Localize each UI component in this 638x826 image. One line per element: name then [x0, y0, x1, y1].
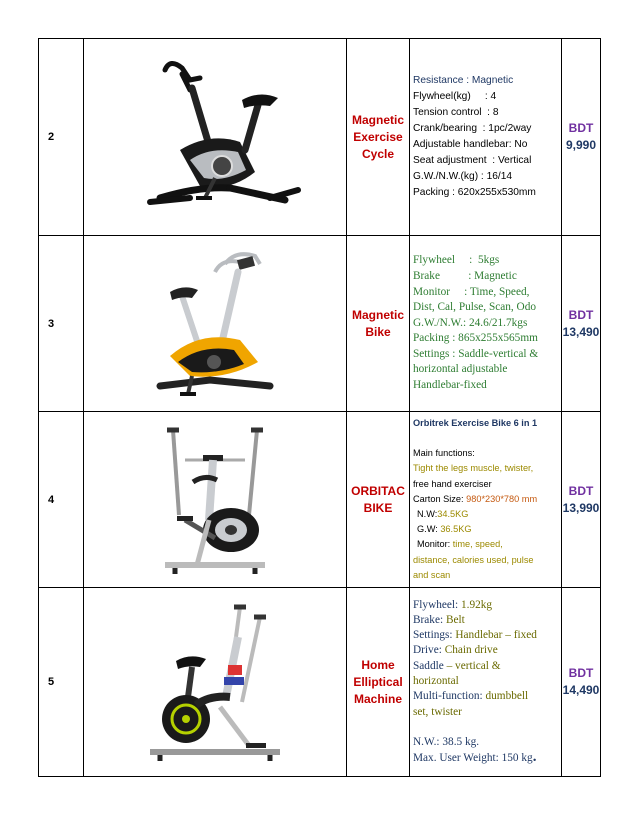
- spec-line: Monitor : Time, Speed,: [413, 285, 530, 298]
- price-currency: BDT: [568, 666, 594, 681]
- spec-value: dumbbell: [485, 690, 529, 703]
- product-name-line: Machine: [353, 691, 402, 706]
- spec-label: G.W:: [417, 524, 441, 535]
- spec-value: and scan: [413, 569, 451, 580]
- spec-line: G.W./N.W.(kg) : 16/14: [413, 171, 513, 182]
- exercise-bike-image: [84, 39, 347, 236]
- spec-cell: [410, 236, 562, 412]
- spec-list: [413, 598, 557, 767]
- spec-list: [413, 253, 557, 393]
- table-row: [39, 412, 601, 588]
- spec-label: Multi-function:: [413, 690, 486, 703]
- spec-line: Brake : Magnetic: [413, 269, 517, 282]
- spec-value: distance, calories used, pulse: [413, 554, 534, 565]
- row-number: 4: [39, 412, 84, 588]
- product-name-line: BIKE: [363, 500, 393, 515]
- spec-line: [413, 643, 557, 658]
- spec-value: Chain drive: [444, 644, 498, 657]
- spec-value: Belt: [445, 613, 465, 626]
- price-cell: [562, 588, 601, 777]
- price-currency: BDT: [568, 307, 594, 322]
- spec-value: – vertical &: [446, 659, 501, 672]
- spec-value: .: [532, 749, 537, 766]
- row-number: 3: [39, 236, 84, 412]
- exercise-bike-icon: [120, 50, 310, 225]
- spec-line: [413, 659, 557, 674]
- spec-line: Packing : 865x255x565mm: [413, 332, 538, 345]
- spec-line: Seat adjustment : Vertical: [413, 155, 532, 166]
- spec-line: Flywheel : 5kgs: [413, 254, 500, 267]
- spec-value: Handlebar – fixed: [455, 629, 537, 642]
- magnetic-bike-icon: [130, 244, 300, 404]
- price-currency: BDT: [568, 121, 594, 135]
- spec-line: N.W.: 38.5 kg.: [413, 735, 480, 748]
- table-row: [39, 236, 601, 412]
- product-name-line: Cycle: [361, 146, 395, 161]
- spec-line: [413, 598, 557, 613]
- spec-value: set, twister: [413, 705, 462, 718]
- spec-label: Max. User Weight: 150 kg: [413, 752, 533, 765]
- spec-line: Packing : 620x255x530mm: [413, 187, 536, 198]
- spec-value: Tight the legs muscle, twister,: [413, 463, 534, 474]
- spec-label: Saddle: [413, 659, 447, 672]
- elliptical-machine-image: [84, 588, 347, 777]
- product-table: [38, 38, 601, 777]
- spec-value: free hand exerciser: [413, 478, 492, 489]
- product-name-line: Magnetic: [351, 307, 404, 322]
- spec-line: [413, 522, 557, 537]
- spec-line: Flywheel(kg) : 4: [413, 91, 497, 102]
- product-name: [347, 236, 410, 412]
- spec-line: [413, 628, 557, 643]
- price-currency: BDT: [568, 483, 594, 498]
- spec-line: [413, 689, 557, 704]
- spec-line: [413, 750, 557, 766]
- product-name-line: Home: [361, 657, 395, 672]
- spec-line: Handlebar-fixed: [413, 379, 487, 392]
- spec-line: horizontal adjustable: [413, 363, 508, 376]
- price-cell: [562, 412, 601, 588]
- spec-label: Flywheel:: [413, 598, 462, 611]
- orbitrek-bike-image: [84, 412, 347, 588]
- price-amount: 13,490: [562, 324, 600, 339]
- orbitrek-bike-icon: [145, 420, 285, 580]
- spec-value: 36.5KG: [440, 524, 472, 535]
- spec-value: 980*230*780 mm: [466, 493, 538, 504]
- magnetic-bike-image: [84, 236, 347, 412]
- spec-line: [413, 507, 557, 522]
- spec-line: Crank/bearing : 1pc/2way: [413, 123, 532, 134]
- spec-line: [413, 613, 557, 628]
- product-name-line: Elliptical: [353, 674, 403, 689]
- product-name: [347, 588, 410, 777]
- row-number: 2: [39, 39, 84, 236]
- spec-value: 34.5KG: [437, 509, 469, 520]
- spec-cell: [410, 39, 562, 236]
- spec-label: Carton Size:: [413, 493, 467, 504]
- spec-label: Settings:: [413, 629, 456, 642]
- product-name-line: Bike: [365, 324, 391, 339]
- spec-line: G.W./N.W.: 24.6/21.7kgs: [413, 316, 528, 329]
- spec-title: Orbitrek Exercise Bike 6 in 1: [413, 418, 538, 428]
- product-name-line: ORBITAC: [351, 483, 405, 498]
- price-amount: 13,990: [562, 500, 600, 515]
- product-name-line: Exercise: [353, 129, 403, 144]
- spec-list: [413, 416, 557, 583]
- spec-list: [413, 73, 557, 201]
- price-amount: 9,990: [565, 138, 597, 152]
- spec-line: Settings : Saddle-vertical &: [413, 347, 539, 360]
- spec-label: Drive:: [413, 644, 445, 657]
- spec-cell: [410, 412, 562, 588]
- spec-line: Tension control : 8: [413, 107, 499, 118]
- spec-cell: [410, 588, 562, 777]
- product-name: [347, 39, 410, 236]
- spec-label: N.W:: [417, 509, 438, 520]
- spec-value: 1.92kg: [461, 598, 493, 611]
- spec-line: Dist, Cal, Pulse, Scan, Odo: [413, 301, 537, 314]
- elliptical-machine-icon: [130, 597, 300, 767]
- row-number: 5: [39, 588, 84, 777]
- table-row: [39, 39, 601, 236]
- spec-line: Adjustable handlebar: No: [413, 139, 528, 150]
- price-cell: [562, 236, 601, 412]
- table-row: [39, 588, 601, 777]
- product-name: [347, 412, 410, 588]
- price-amount: 14,490: [562, 683, 600, 698]
- spec-label: Monitor:: [417, 539, 453, 550]
- spec-value: time, speed,: [452, 539, 503, 550]
- spec-line: [413, 492, 557, 507]
- price-cell: [562, 39, 601, 236]
- spec-label: Main functions:: [413, 448, 475, 459]
- spec-label: Brake:: [413, 613, 446, 626]
- spec-line: Resistance : Magnetic: [413, 75, 514, 86]
- spec-value: horizontal: [413, 675, 459, 688]
- spec-line: [413, 537, 557, 552]
- product-name-line: Magnetic: [351, 112, 404, 127]
